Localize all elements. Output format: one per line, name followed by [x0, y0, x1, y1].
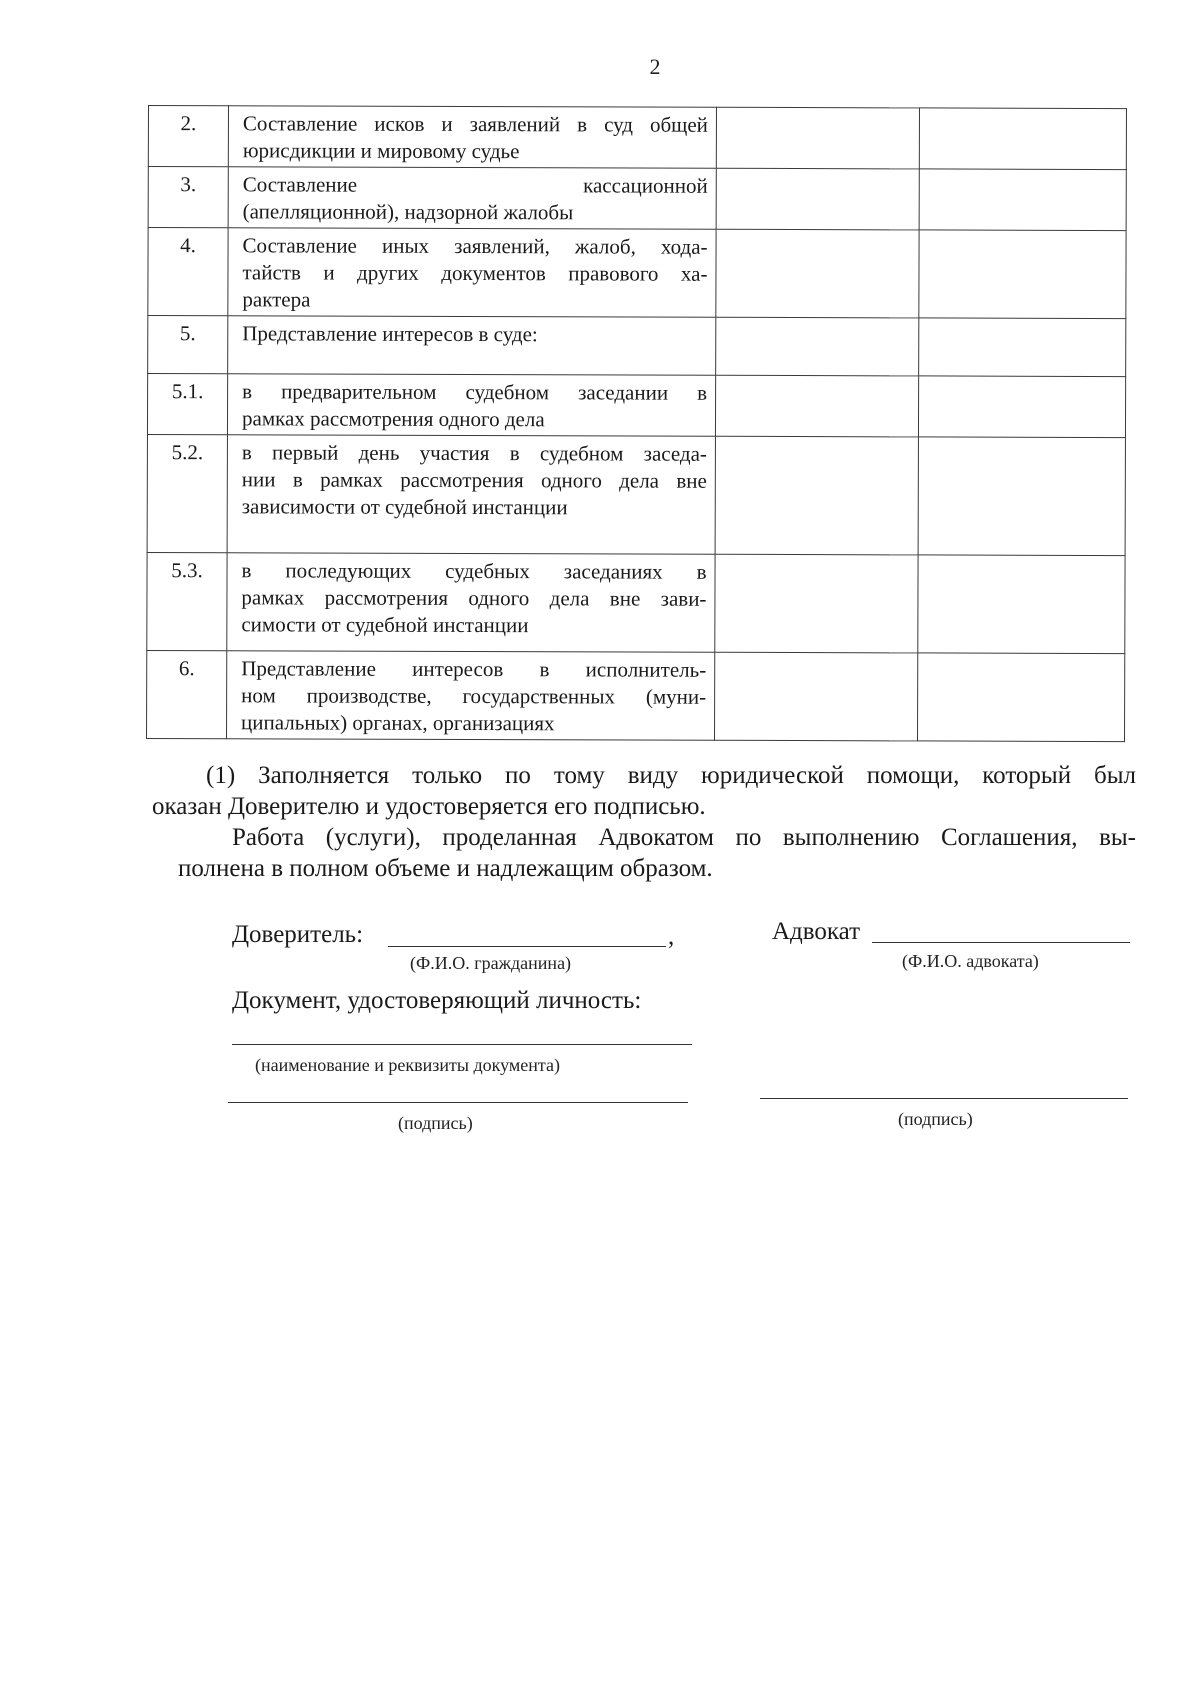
empty-cell: [919, 318, 1126, 377]
row-description: [227, 651, 715, 741]
table-row: [147, 374, 1125, 438]
row-description: [228, 167, 716, 230]
empty-cell: [715, 375, 918, 437]
row-description: [228, 228, 716, 318]
description-line: Составление исков и заявлений в суд общей: [242, 111, 708, 137]
row-number: 5.2.: [147, 434, 227, 552]
description-line: Представление интересов в суде:: [242, 321, 538, 347]
empty-cell: [918, 653, 1125, 742]
completion-line: полнена в полном объеме и надлежащим образом.: [178, 855, 713, 882]
description-line: зависимости от судебной инстанции: [241, 494, 568, 520]
row-number: 3.: [148, 167, 228, 228]
row-description: [227, 553, 715, 653]
advocate-signature-caption: (подпись): [898, 1109, 973, 1129]
table-row: [148, 316, 1126, 377]
footnote-line: оказан Доверителю и удостоверяется его подписью.: [152, 793, 706, 820]
description-line: в предварительном судебном заседании в: [242, 379, 708, 405]
row-description: [228, 316, 716, 376]
description-line: нии в рамках рассмотрения одного дела вне: [241, 467, 707, 493]
table-row: [147, 434, 1125, 555]
services-table: [146, 105, 1127, 742]
description-line: рамках рассмотрения одного дела: [241, 406, 545, 432]
principal-signature-caption: (подпись): [398, 1113, 473, 1133]
principal-signature-line: [228, 1102, 688, 1103]
empty-cell: [918, 555, 1125, 654]
description-line: Составление кассационной: [242, 172, 708, 198]
empty-cell: [918, 376, 1125, 438]
empty-cell: [715, 554, 918, 653]
row-number: 5.: [148, 316, 228, 374]
completion-line: Работа (услуги), проделанная Адвокатом по выполнению Соглашения, вы-: [232, 824, 1136, 851]
id-document-label: Документ, удостоверяющий личность:: [232, 987, 642, 1014]
id-document-caption: (наименование и реквизиты документа): [255, 1055, 560, 1075]
advocate-name-caption: (Ф.И.О. адвоката): [902, 951, 1039, 971]
principal-name-caption: (Ф.И.О. гражданина): [410, 953, 572, 973]
empty-cell: [716, 168, 919, 230]
table-row: [148, 167, 1126, 231]
description-line: тайств и других документов правового ха-: [242, 260, 708, 286]
footnote-line: (1) Заполняется только по тому виду юридической помощи, который был: [206, 762, 1136, 789]
table-row: [148, 106, 1126, 170]
advocate-label: Адвокат: [772, 918, 861, 945]
principal-label: Доверитель:: [232, 921, 364, 948]
empty-cell: [716, 107, 919, 169]
services-table-body: [147, 106, 1127, 742]
empty-cell: [919, 230, 1126, 319]
row-description: [228, 106, 716, 169]
empty-cell: [919, 108, 1126, 170]
empty-cell: [716, 229, 919, 318]
description-line: в первый день участия в судебном заседа-: [241, 440, 707, 466]
description-line: рактера: [242, 287, 311, 312]
row-number: 5.1.: [147, 374, 227, 435]
row-number: 2.: [148, 106, 228, 167]
description-line: ном производстве, государственных (муни-: [241, 683, 707, 709]
description-line: (апелляционной), надзорной жалобы: [242, 199, 574, 225]
advocate-signature-line: [760, 1098, 1128, 1099]
principal-comma: ,: [668, 923, 675, 950]
description-line: юрисдикции и мировому судье: [242, 138, 520, 164]
footnote: [152, 760, 1136, 884]
empty-cell: [716, 317, 919, 376]
description-line: Составление иных заявлений, жалоб, хода-: [242, 233, 708, 259]
description-line: ципальных) органах, организациях: [241, 710, 555, 736]
description-line: рамках рассмотрения одного дела вне зави-: [241, 585, 707, 611]
empty-cell: [715, 652, 918, 741]
empty-cell: [919, 169, 1126, 231]
table-row: [147, 552, 1125, 653]
id-document-line: [232, 1044, 692, 1045]
row-description: [227, 374, 715, 437]
advocate-name-line: [872, 942, 1130, 943]
table-row: [148, 228, 1126, 319]
row-number: 6.: [147, 650, 227, 738]
empty-cell: [715, 436, 918, 555]
description-line: Представление интересов в исполнитель-: [241, 656, 707, 682]
empty-cell: [918, 437, 1125, 556]
description-line: в последующих судебных заседаниях в: [241, 558, 707, 584]
completion-statement: [152, 822, 1136, 884]
principal-name-line: [388, 946, 666, 947]
row-number: 4.: [148, 228, 228, 316]
row-number: 5.3.: [147, 552, 227, 650]
table-row: [147, 650, 1125, 741]
description-line: симости от судебной инстанции: [241, 612, 529, 638]
footnote-paragraph: [152, 760, 1136, 822]
row-description: [227, 435, 715, 555]
page-number: 2: [649, 54, 661, 79]
